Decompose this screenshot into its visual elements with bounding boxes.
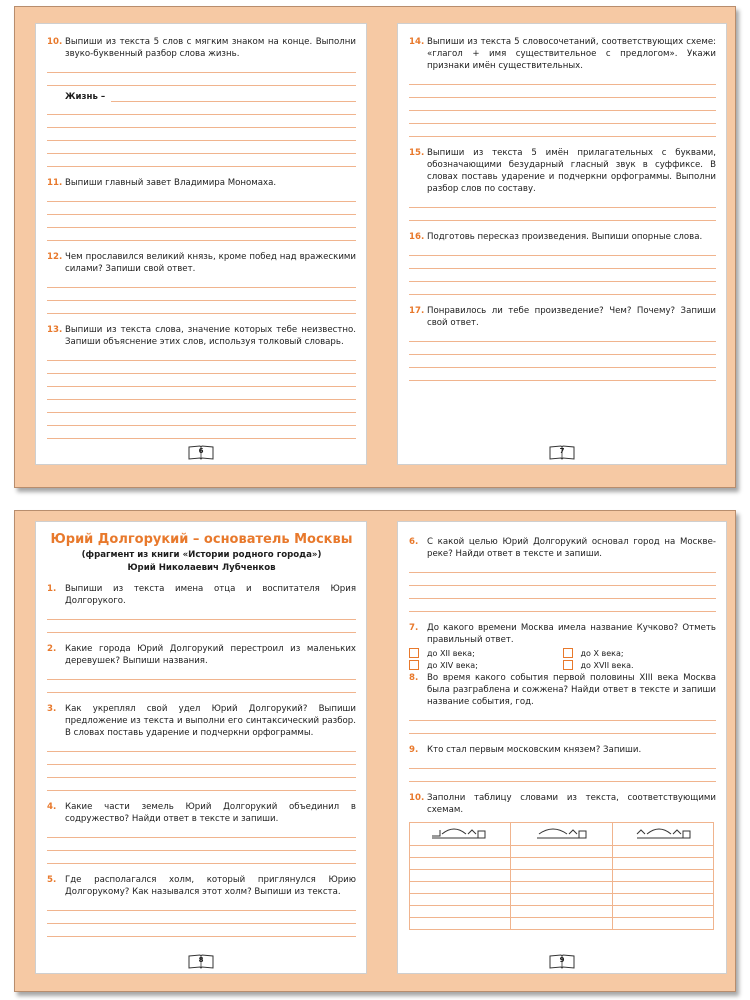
- page-number: 9: [559, 956, 565, 964]
- task-12: [47, 251, 356, 275]
- answer-line[interactable]: [47, 620, 356, 633]
- answer-options: [409, 648, 716, 670]
- task-number: 6.: [409, 537, 419, 547]
- answer-line[interactable]: [47, 215, 356, 228]
- answer-line[interactable]: [47, 60, 356, 73]
- task-number: 3.: [47, 704, 57, 714]
- task-text: Какие города Юрий Долгорукий перестроил из маленьких деревушек? Выпиши названия.: [65, 644, 356, 666]
- word-label: Жизнь –: [65, 92, 106, 102]
- word-scheme-icon: [531, 826, 591, 840]
- table-cell[interactable]: [612, 894, 713, 906]
- task-number: 2.: [47, 644, 57, 654]
- answer-line[interactable]: [409, 355, 716, 368]
- table-cell[interactable]: [612, 858, 713, 870]
- task-number: 8.: [409, 673, 419, 683]
- task-number: 13.: [47, 325, 63, 335]
- bottom-spread: [14, 510, 736, 992]
- task-1: [47, 583, 356, 607]
- task-text: Выпиши из текста 5 имён прилагательных с буквами, обозначающими безударный гласный звук в суффиксе. В словах поставь ударение и подчеркни орфограммы. Выполни разбор слов по составу.: [427, 148, 716, 194]
- answer-line[interactable]: [409, 573, 716, 586]
- answer-line[interactable]: [409, 243, 716, 256]
- task-10: [409, 792, 716, 816]
- task-number: 1.: [47, 584, 57, 594]
- page-number-badge: [188, 444, 214, 460]
- task-text: Выпиши главный завет Владимира Мономаха.: [65, 178, 277, 188]
- answer-line[interactable]: [47, 400, 356, 413]
- task-15: [409, 147, 716, 195]
- task-number: 14.: [409, 37, 425, 47]
- answer-line[interactable]: [409, 269, 716, 282]
- table-cell[interactable]: [511, 858, 612, 870]
- task-number: 16.: [409, 232, 425, 242]
- task-8: [409, 672, 716, 708]
- answer-line[interactable]: [47, 115, 356, 128]
- answer-line[interactable]: [409, 124, 716, 137]
- table-cell[interactable]: [511, 894, 612, 906]
- option-xii[interactable]: [409, 648, 563, 658]
- task-number: 9.: [409, 745, 419, 755]
- task-number: 10.: [409, 793, 425, 803]
- option-label: до X века;: [580, 648, 624, 658]
- table-cell[interactable]: [511, 882, 612, 894]
- task-17: [409, 305, 716, 329]
- table-cell[interactable]: [612, 906, 713, 918]
- answer-line[interactable]: [409, 256, 716, 269]
- page-number: 7: [559, 447, 565, 455]
- answer-line[interactable]: [47, 228, 356, 241]
- task-number: 5.: [47, 875, 57, 885]
- answer-line[interactable]: [47, 851, 356, 864]
- answer-line[interactable]: [47, 361, 356, 374]
- answer-line[interactable]: [47, 387, 356, 400]
- page-7: [397, 23, 727, 465]
- task-text: Подготовь пересказ произведения. Выпиши опорные слова.: [427, 232, 703, 242]
- page-number-badge: [549, 953, 575, 969]
- word-scheme-icon: [430, 826, 490, 840]
- table-cell[interactable]: [511, 870, 612, 882]
- task-5: [47, 874, 356, 898]
- answer-line[interactable]: [47, 102, 356, 115]
- answer-line[interactable]: [47, 607, 356, 620]
- answer-line[interactable]: [111, 90, 356, 102]
- task-text: Во время какого события первой половины XIII века Москва была разграблена и сожжена? Найди ответ в тексте и запиши название события, год.: [427, 673, 716, 707]
- task-text: Где располагался холм, который приглянулся Юрию Долгорукому? Как назывался этот холм? Выпиши из текста.: [65, 875, 356, 897]
- task-number: 11.: [47, 178, 63, 188]
- task-number: 7.: [409, 623, 419, 633]
- scheme-cell: [612, 823, 713, 846]
- answer-line[interactable]: [47, 288, 356, 301]
- task-text: Какие части земель Юрий Долгорукий объединил в содружество? Найди ответ в тексте и запиши.: [65, 802, 356, 824]
- answer-line[interactable]: [47, 128, 356, 141]
- answer-line[interactable]: [409, 721, 716, 734]
- answer-line[interactable]: [47, 680, 356, 693]
- answer-line[interactable]: [409, 342, 716, 355]
- table-cell[interactable]: [410, 846, 511, 858]
- task-text: С какой целью Юрий Долгорукий основал город на Москве-реке? Найди ответ в тексте и запиши.: [427, 537, 716, 559]
- table-cell[interactable]: [612, 918, 713, 930]
- task-6: [409, 536, 716, 560]
- answer-line[interactable]: [409, 599, 716, 612]
- table-cell[interactable]: [612, 882, 713, 894]
- task-9: [409, 744, 716, 756]
- answer-line[interactable]: [47, 348, 356, 361]
- answer-line[interactable]: [409, 756, 716, 769]
- task-3: [47, 703, 356, 739]
- scheme-cell: [410, 823, 511, 846]
- checkbox[interactable]: [409, 648, 419, 658]
- task-text: Заполни таблицу словами из текста, соответствующими схемам.: [427, 793, 716, 815]
- source-line: (фрагмент из книги «Истории родного города»): [81, 550, 322, 560]
- table-cell[interactable]: [410, 870, 511, 882]
- answer-line[interactable]: [409, 111, 716, 124]
- answer-line[interactable]: [47, 838, 356, 851]
- task-13: [47, 324, 356, 348]
- answer-line[interactable]: [47, 374, 356, 387]
- answer-line[interactable]: [47, 154, 356, 167]
- table-cell[interactable]: [410, 918, 511, 930]
- task-11: [47, 177, 356, 189]
- table-cell[interactable]: [410, 894, 511, 906]
- page-number: 8: [198, 956, 204, 964]
- answer-line[interactable]: [409, 560, 716, 573]
- task-4: [47, 801, 356, 825]
- page-number-badge: [549, 444, 575, 460]
- option-label: до XII века;: [427, 648, 475, 658]
- scheme-cell: [511, 823, 612, 846]
- task-number: 4.: [47, 802, 57, 812]
- task-text: Чем прославился великий князь, кроме побед над вражескими силами? Запиши свой ответ.: [65, 252, 356, 274]
- table-cell[interactable]: [410, 858, 511, 870]
- answer-line[interactable]: [47, 275, 356, 288]
- task-text: Понравилось ли тебе произведение? Чем? Почему? Запиши свой ответ.: [427, 306, 716, 328]
- task-number: 12.: [47, 252, 63, 262]
- page-number: 6: [198, 447, 204, 455]
- table-cell[interactable]: [511, 918, 612, 930]
- page-6: [35, 23, 367, 465]
- answer-line[interactable]: [47, 752, 356, 765]
- answer-line[interactable]: [47, 189, 356, 202]
- task-number: 15.: [409, 148, 425, 158]
- page-number-badge: [188, 953, 214, 969]
- word-scheme-icon: [633, 826, 693, 840]
- answer-line[interactable]: [47, 924, 356, 937]
- answer-line[interactable]: [47, 765, 356, 778]
- answer-line[interactable]: [47, 141, 356, 154]
- answer-line[interactable]: [409, 98, 716, 111]
- top-spread: [14, 6, 736, 488]
- answer-line[interactable]: [47, 778, 356, 791]
- task-2: [47, 643, 356, 667]
- option-x[interactable]: [563, 648, 717, 658]
- table-cell[interactable]: [410, 882, 511, 894]
- answer-line[interactable]: [47, 739, 356, 752]
- answer-line[interactable]: [47, 202, 356, 215]
- table-cell[interactable]: [410, 906, 511, 918]
- table-cell[interactable]: [511, 846, 612, 858]
- answer-line[interactable]: [47, 911, 356, 924]
- task-16: [409, 231, 716, 243]
- answer-line[interactable]: [409, 72, 716, 85]
- task-text: Выпиши из текста 5 словосочетаний, соответствующих схеме: «глагол + имя существительное с предлогом». Укажи признаки имён существительных.: [427, 37, 716, 71]
- table-cell[interactable]: [511, 906, 612, 918]
- task-14: [409, 36, 716, 72]
- answer-line[interactable]: [409, 769, 716, 782]
- table-cell[interactable]: [612, 846, 713, 858]
- task-text: До какого времени Москва имела название Кучково? Отметь правильный ответ.: [427, 623, 716, 645]
- answer-line[interactable]: [47, 301, 356, 314]
- answer-line[interactable]: [47, 73, 356, 86]
- answer-line[interactable]: [409, 85, 716, 98]
- page-9: [397, 521, 727, 974]
- answer-line[interactable]: [409, 708, 716, 721]
- task-text: Кто стал первым московским князем? Запиши.: [427, 745, 642, 755]
- author-line: Юрий Николаевич Лубченков: [127, 563, 276, 573]
- answer-line[interactable]: [409, 208, 716, 221]
- task-text: Выпиши из текста имена отца и воспитателя Юрия Долгорукого.: [65, 584, 356, 606]
- answer-line[interactable]: [47, 825, 356, 838]
- task-text: Как укреплял свой удел Юрий Долгорукий? Выпиши предложение из текста и выполни его синтаксический разбор. В словах поставь ударение и подчеркни орфограммы.: [65, 704, 356, 738]
- option-xiv[interactable]: [409, 660, 563, 670]
- answer-line[interactable]: [47, 898, 356, 911]
- word-analysis-line[interactable]: [65, 86, 356, 102]
- answer-line[interactable]: [409, 282, 716, 295]
- table-cell[interactable]: [612, 870, 713, 882]
- task-7: [409, 622, 716, 646]
- answer-line[interactable]: [47, 413, 356, 426]
- answer-line[interactable]: [409, 586, 716, 599]
- answer-line[interactable]: [409, 195, 716, 208]
- option-label: до XIV века;: [427, 660, 478, 670]
- answer-line[interactable]: [409, 329, 716, 342]
- checkbox[interactable]: [563, 648, 573, 658]
- task-text: Выпиши из текста слова, значение которых тебе неизвестно. Запиши объяснение этих слов, используя толковый словарь.: [65, 325, 356, 347]
- page-8: [35, 521, 367, 974]
- answer-line[interactable]: [47, 667, 356, 680]
- answer-line[interactable]: [409, 368, 716, 381]
- task-text: Выпиши из текста 5 слов с мягким знаком на конце. Выполни звуко-буквенный разбор слова жизнь.: [65, 37, 356, 59]
- task-10: [47, 36, 356, 60]
- task-number: 10.: [47, 37, 63, 47]
- answer-line[interactable]: [47, 426, 356, 439]
- option-label: до XVII века.: [580, 660, 634, 670]
- option-xvii[interactable]: [563, 660, 717, 670]
- scheme-table: [409, 822, 714, 930]
- task-number: 17.: [409, 306, 425, 316]
- checkbox[interactable]: [563, 660, 573, 670]
- page-title: Юрий Долгорукий – основатель Москвы: [50, 532, 353, 547]
- checkbox[interactable]: [409, 660, 419, 670]
